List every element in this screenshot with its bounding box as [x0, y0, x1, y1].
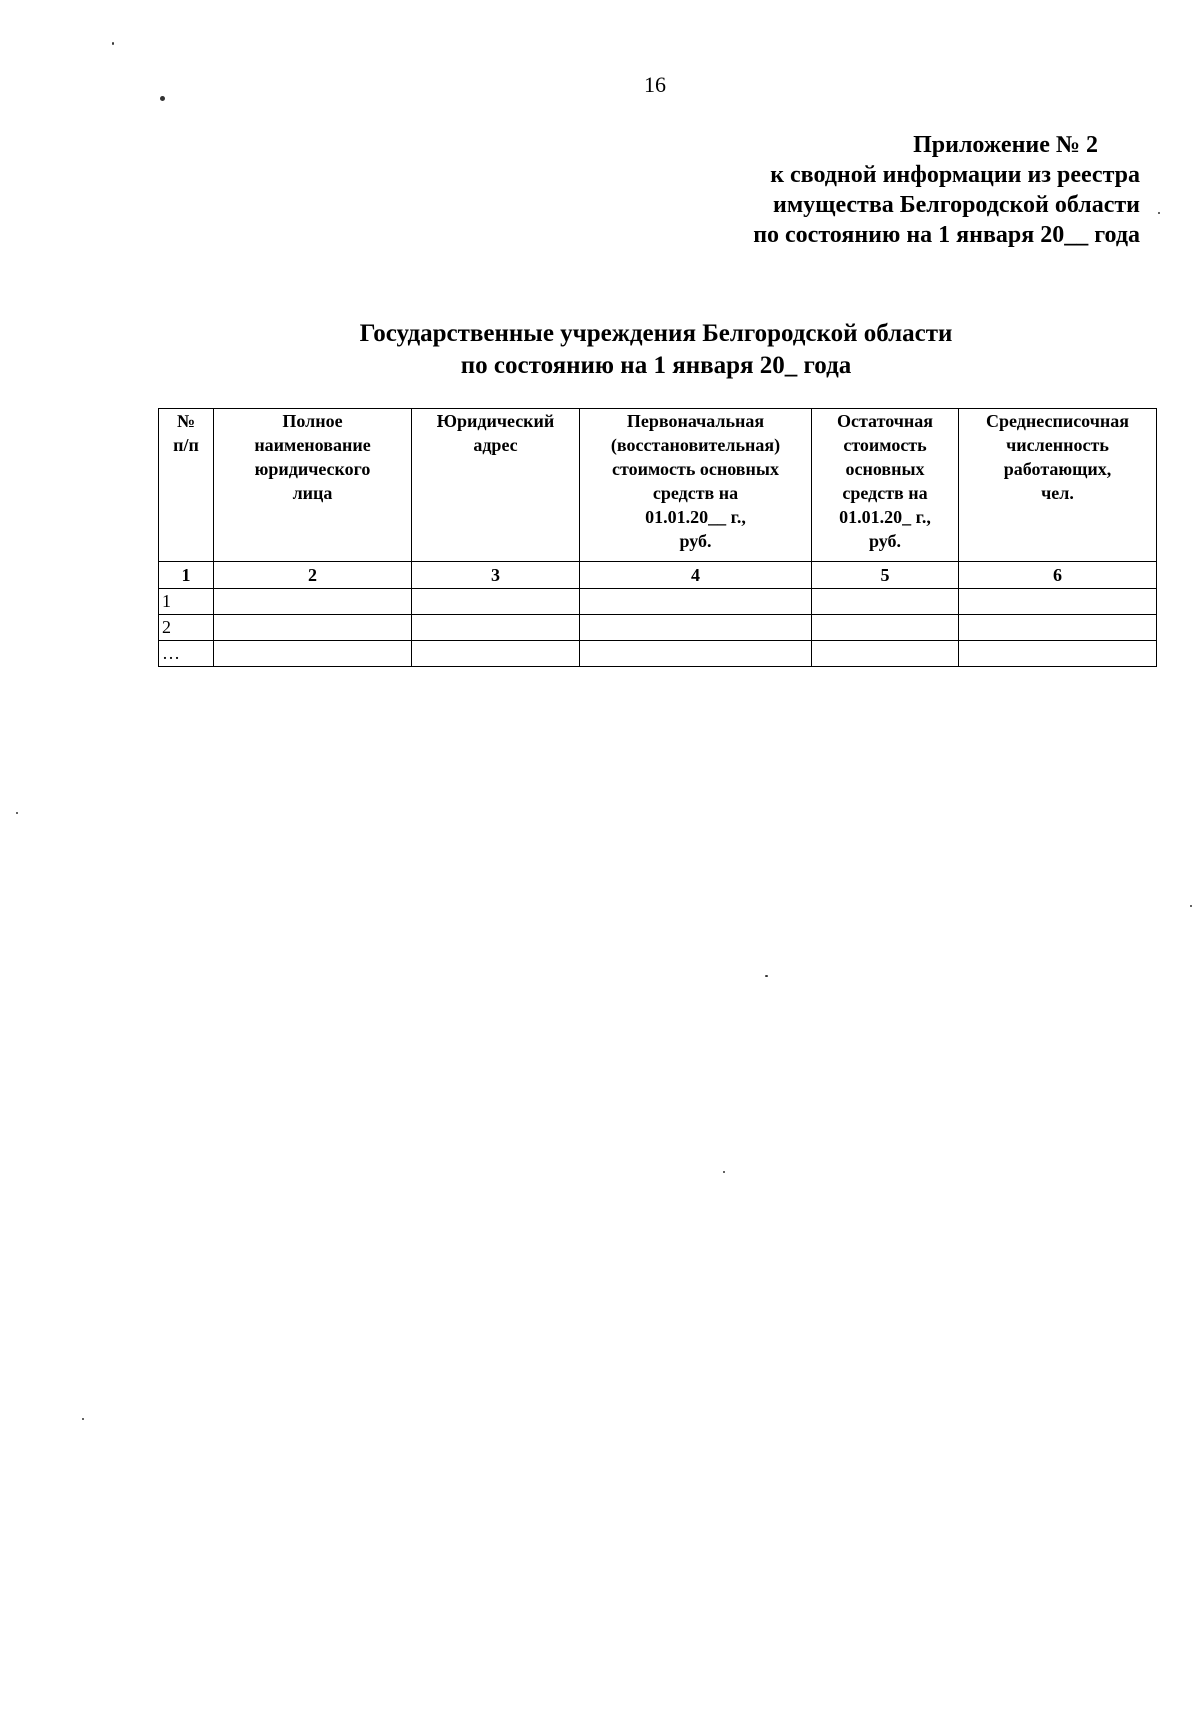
appendix-line: Приложение № 2: [913, 132, 1098, 158]
table-cell: [812, 589, 959, 615]
table-cell: …: [159, 641, 214, 667]
table-cell: [214, 641, 412, 667]
scan-speck: [16, 812, 18, 814]
column-number: 5: [812, 562, 959, 589]
scan-speck: [765, 975, 768, 977]
header-cell-initial-cost: Первоначальная (восстановительная) стоимость основных средств на 01.01.20__ г., руб.: [580, 409, 812, 562]
table-cell: [214, 615, 412, 641]
table-cell: [959, 589, 1157, 615]
appendix-line: к сводной информации из реестра: [770, 162, 1140, 188]
header-cell-name: Полное наименование юридического лица: [214, 409, 412, 562]
appendix-line: по состоянию на 1 января 20__ года: [753, 222, 1140, 248]
header-cell-address: Юридический адрес: [412, 409, 580, 562]
column-number: 1: [159, 562, 214, 589]
scan-speck: [1158, 212, 1160, 214]
table-cell: [812, 641, 959, 667]
title-line: по состоянию на 1 января 20_ года: [460, 352, 852, 379]
appendix-header: [620, 130, 1140, 250]
header-cell-residual-cost: Остаточная стоимость основных средств на 01.01.20_ г., руб.: [812, 409, 959, 562]
table-cell: 1: [159, 589, 214, 615]
column-numbering-row: [159, 562, 1157, 589]
table-cell: [580, 589, 812, 615]
title-line: Государственные учреждения Белгородской области: [359, 320, 953, 347]
header-cell-number: № п/п: [159, 409, 214, 562]
table-cell: [959, 615, 1157, 641]
page-number: 16: [644, 72, 666, 97]
table-cell: [580, 641, 812, 667]
registry-table: [158, 408, 1157, 667]
scan-speck: [82, 1418, 84, 1420]
table-cell: [412, 615, 580, 641]
table-row: [159, 615, 1157, 641]
column-number: 6: [959, 562, 1157, 589]
appendix-line: имущества Белгородской области: [773, 192, 1140, 218]
table-row: [159, 589, 1157, 615]
table-cell: [412, 641, 580, 667]
scan-speck: [112, 42, 114, 45]
table-cell: [412, 589, 580, 615]
column-number: 4: [580, 562, 812, 589]
document-title: [0, 318, 1200, 382]
table-cell: [812, 615, 959, 641]
header-cell-headcount: Среднесписочная численность работающих, чел.: [959, 409, 1157, 562]
header-row: [159, 409, 1157, 562]
scan-speck: [723, 1171, 725, 1173]
table-cell: [959, 641, 1157, 667]
scan-speck: [160, 96, 165, 101]
table-cell: [214, 589, 412, 615]
table-cell: [580, 615, 812, 641]
column-number: 2: [214, 562, 412, 589]
column-number: 3: [412, 562, 580, 589]
scan-speck: [1190, 905, 1192, 907]
table-row: [159, 641, 1157, 667]
table-cell: 2: [159, 615, 214, 641]
